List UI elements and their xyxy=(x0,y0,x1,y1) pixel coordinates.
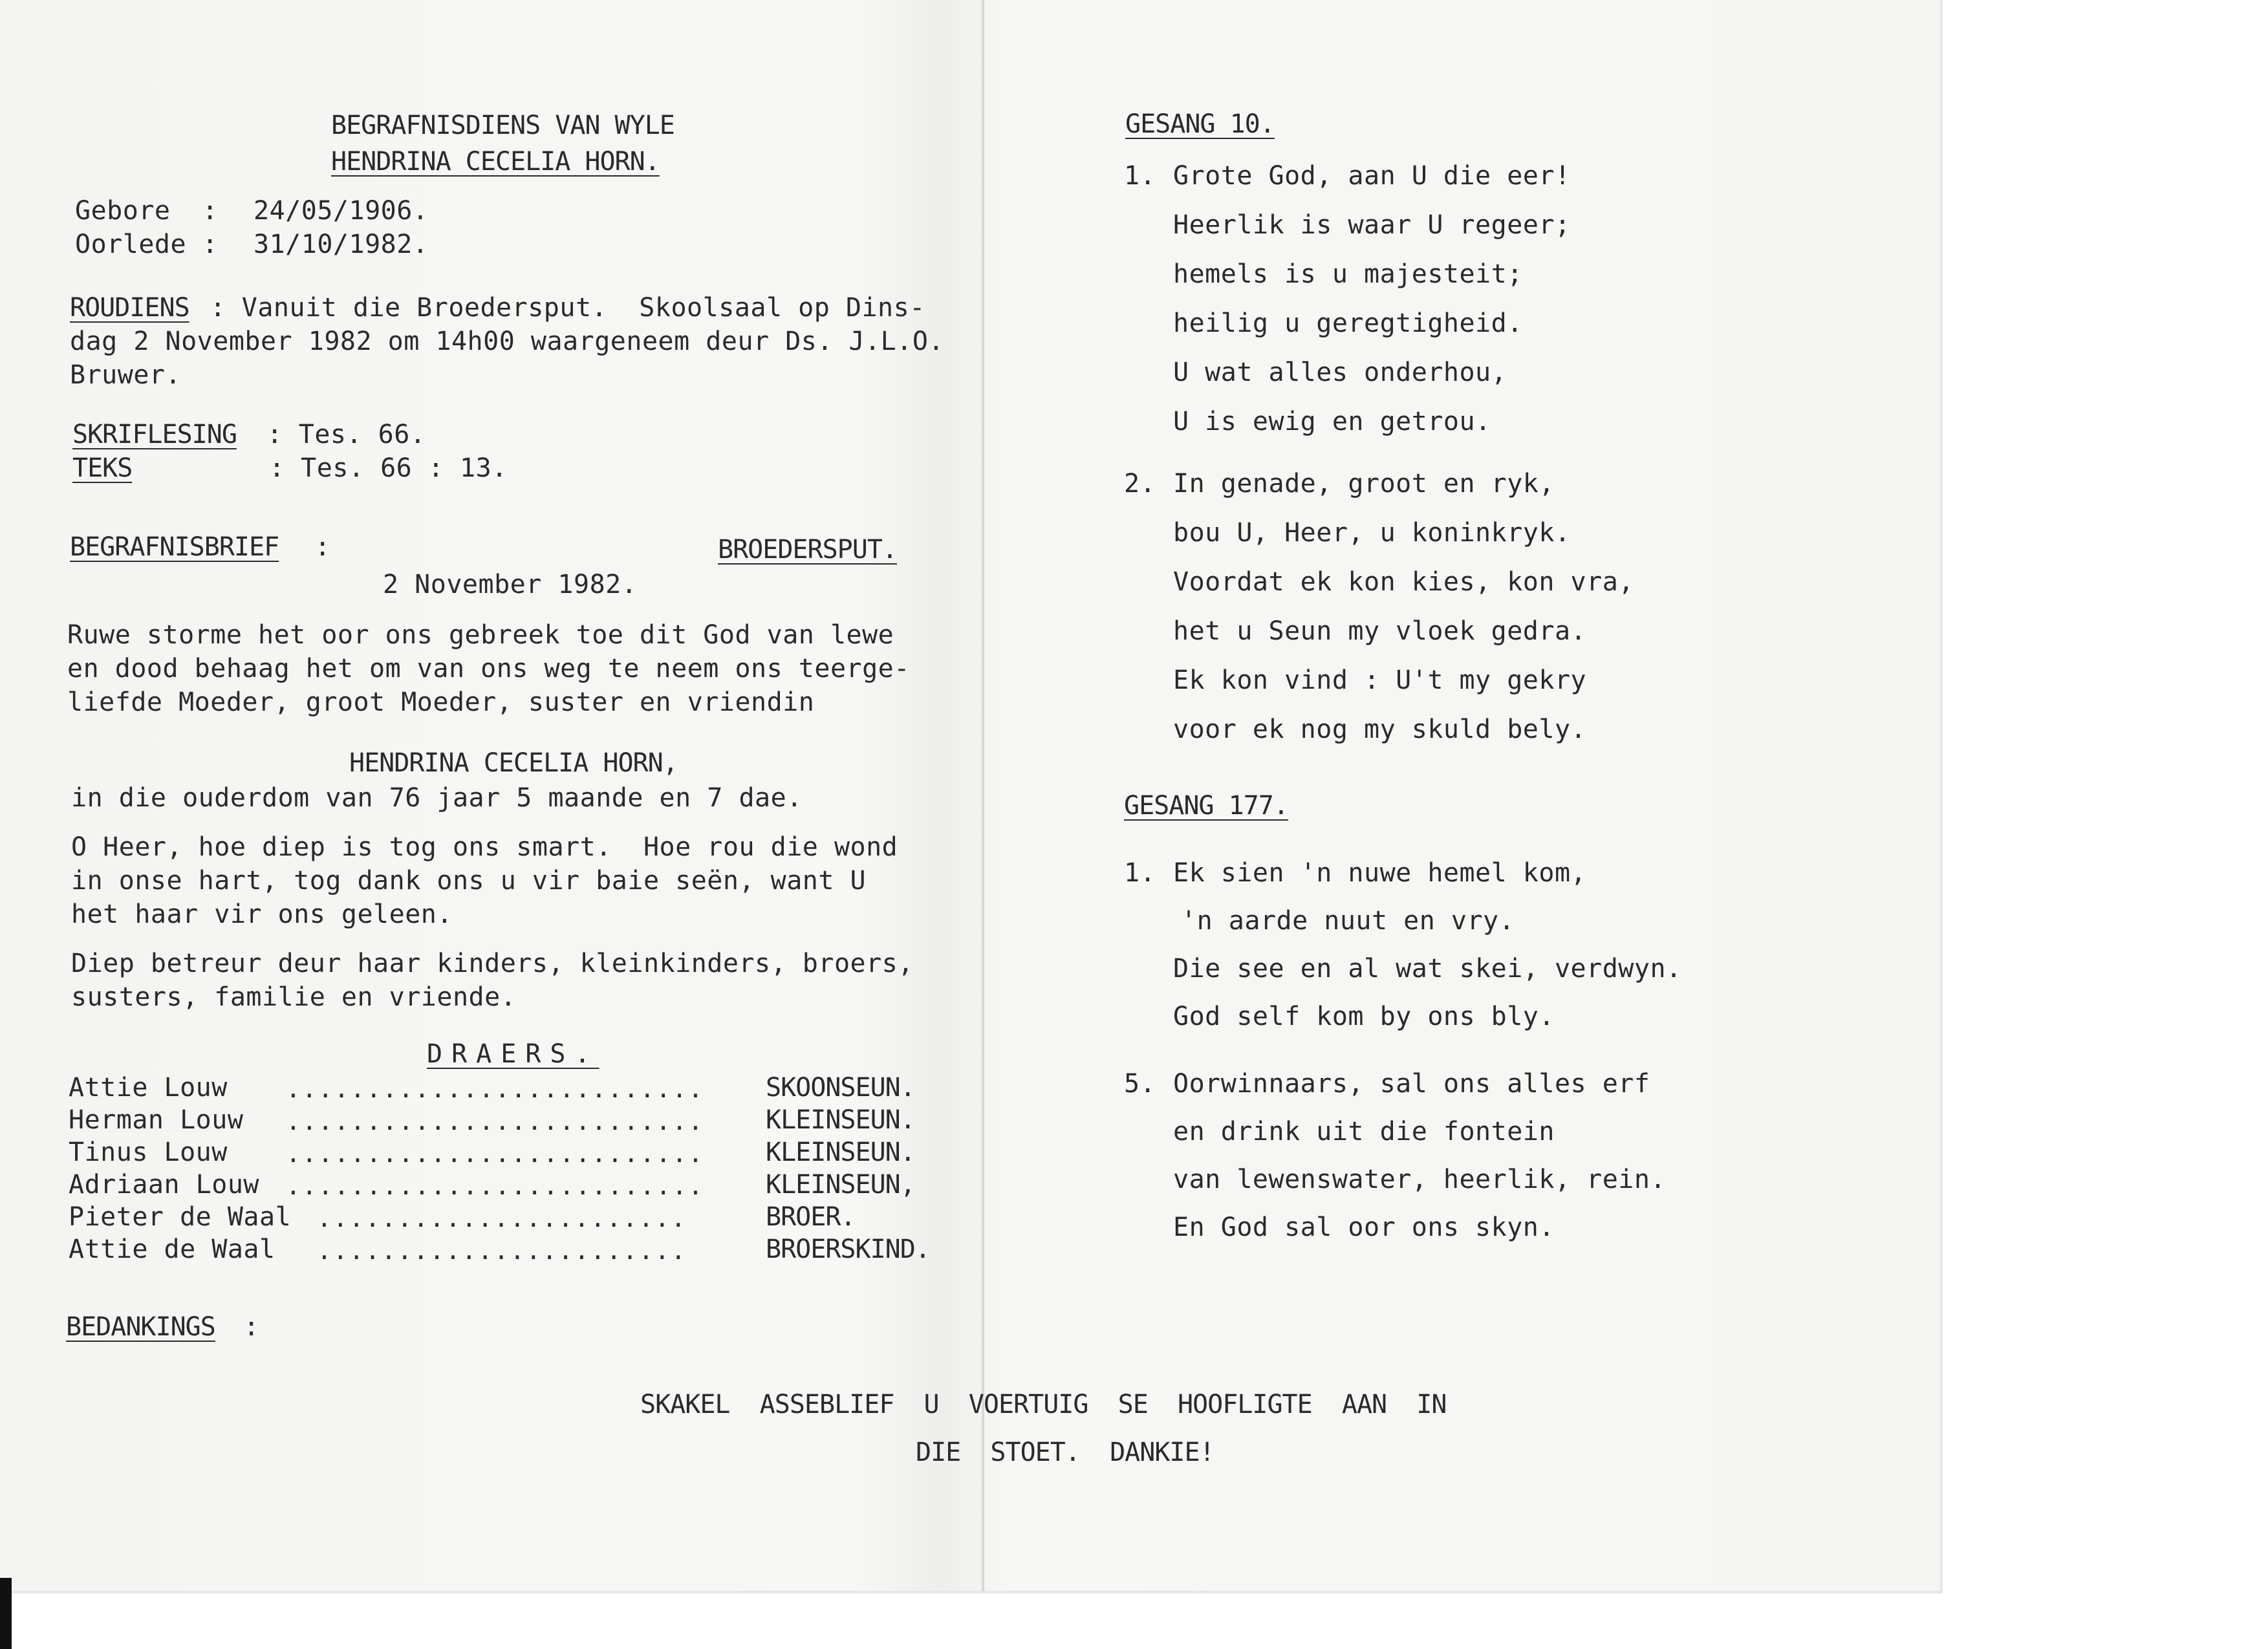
born-label: Gebore : xyxy=(75,196,219,226)
hymn-line: van lewenswater, heerlik, rein. xyxy=(1173,1165,1667,1194)
reading-value: : Tes. 66. xyxy=(251,420,426,449)
deceased-name: HENDRINA CECELIA HORN, xyxy=(349,748,678,778)
bearer-leader: ....................... xyxy=(317,1236,687,1265)
footer-line-2: DIE STOET. DANKIE! xyxy=(916,1438,1215,1467)
died-date: 31/10/1982. xyxy=(254,230,429,259)
bearer-relation: BROERSKIND. xyxy=(766,1234,930,1264)
verse-number: 5. xyxy=(1124,1069,1156,1099)
hymn-line: God self kom by ons bly. xyxy=(1173,1002,1555,1031)
bearer-leader: .......................... xyxy=(286,1075,704,1103)
hymn-line: Die see en al wat skei, verdwyn. xyxy=(1173,954,1682,984)
bearer-relation: BROER. xyxy=(766,1202,856,1232)
service-line-1: : Vanuit die Broedersput. Skoolsaal op Dins- xyxy=(194,293,925,323)
bearer-name: Pieter de Waal xyxy=(69,1202,292,1232)
hymn-line: en drink uit die fontein xyxy=(1173,1117,1555,1147)
hymn-line: Grote God, aan U die eer! xyxy=(1173,161,1571,191)
verse-number: 1. xyxy=(1124,161,1156,191)
bearer-leader: .......................... xyxy=(286,1107,704,1136)
letter-para1-line: en dood behaag het om van ons weg te neem ons teerge- xyxy=(67,654,910,684)
letter-para2-line: in onse hart, tog dank ons u vir baie seën, want U xyxy=(71,866,867,896)
deceased-age: in die ouderdom van 76 jaar 5 maande en 7 dae. xyxy=(71,783,803,813)
title-line-2: HENDRINA CECELIA HORN. xyxy=(331,147,660,177)
bearer-leader: ....................... xyxy=(317,1204,687,1233)
bearer-leader: .......................... xyxy=(286,1172,704,1200)
thanks-label: BEDANKINGS xyxy=(66,1312,215,1342)
reading-label: SKRIFLESING xyxy=(72,420,237,449)
letter-para3-line: Diep betreur deur haar kinders, kleinkinders, broers, xyxy=(71,949,914,978)
letter-para2-line: O Heer, hoe diep is tog ons smart. Hoe rou die wond xyxy=(71,832,898,862)
bearer-leader: .......................... xyxy=(286,1139,704,1168)
letter-para1-line: liefde Moeder, groot Moeder, suster en vriendin xyxy=(67,687,815,717)
bearer-relation: KLEINSEUN. xyxy=(766,1137,915,1167)
service-line-3: Bruwer. xyxy=(70,360,182,390)
bearer-name: Tinus Louw xyxy=(69,1137,228,1167)
paper-edge xyxy=(0,1591,1943,1593)
verse-number: 1. xyxy=(1124,858,1156,888)
bearer-name: Attie de Waal xyxy=(69,1234,275,1264)
hymn-line: 'n aarde nuut en vry. xyxy=(1181,906,1515,936)
hymn-line: heilig u geregtigheid. xyxy=(1173,308,1523,338)
thanks-colon: : xyxy=(228,1312,260,1342)
bearer-relation: KLEINSEUN, xyxy=(766,1170,915,1200)
fold-line xyxy=(982,0,984,1591)
hymn-line: Ek sien 'n nuwe hemel kom, xyxy=(1173,858,1587,888)
letter-label-colon: : xyxy=(299,532,331,562)
letter-date: 2 November 1982. xyxy=(383,570,638,599)
hymn-line: voor ek nog my skuld bely. xyxy=(1173,715,1587,744)
hymn-line: Ek kon vind : U't my gekry xyxy=(1173,665,1587,695)
bearer-relation: SKOONSEUN. xyxy=(766,1073,915,1103)
bearers-title: DRAERS. xyxy=(427,1039,599,1069)
hymn-line: U wat alles onderhou, xyxy=(1173,358,1507,387)
service-line-2: dag 2 November 1982 om 14h00 waargeneem deur Ds. J.L.O. xyxy=(70,327,945,356)
hymn-line: En God sal oor ons skyn. xyxy=(1173,1212,1555,1242)
hymn-title: GESANG 10. xyxy=(1125,109,1275,139)
hymn-line: het u Seun my vloek gedra. xyxy=(1173,616,1587,646)
bearer-name: Attie Louw xyxy=(69,1073,228,1103)
hymn-line: U is ewig en getrou. xyxy=(1173,407,1491,436)
letter-para2-line: het haar vir ons geleen. xyxy=(71,900,453,929)
hymn-line: bou U, Heer, u koninkryk. xyxy=(1173,518,1571,548)
letter-para1-line: Ruwe storme het oor ons gebreek toe dit God van lewe xyxy=(67,620,894,650)
letter-label: BEGRAFNISBRIEF xyxy=(70,532,279,562)
bearer-name: Adriaan Louw xyxy=(69,1170,259,1200)
paper-edge xyxy=(1940,0,1943,1591)
hymn-title: GESANG 177. xyxy=(1124,791,1288,821)
hymn-line: hemels is u majesteit; xyxy=(1173,259,1523,289)
scan-shadow xyxy=(0,1578,12,1649)
died-label: Oorlede : xyxy=(75,230,219,259)
hymn-line: In genade, groot en ryk, xyxy=(1173,469,1555,499)
verse-number: 2. xyxy=(1124,469,1156,499)
born-date: 24/05/1906. xyxy=(254,196,429,226)
title-line-1: BEGRAFNISDIENS VAN WYLE xyxy=(331,111,675,140)
text-label: TEKS xyxy=(72,453,133,483)
bearer-name: Herman Louw xyxy=(69,1105,244,1135)
hymn-line: Voordat ek kon kies, kon vra, xyxy=(1173,567,1634,597)
footer-line-1: SKAKEL ASSEBLIEF U VOERTUIG SE HOOFLIGTE AAN IN xyxy=(640,1390,1447,1419)
letter-place: BROEDERSPUT. xyxy=(718,535,897,565)
service-label: ROUDIENS xyxy=(70,293,189,323)
hymn-line: Oorwinnaars, sal ons alles erf xyxy=(1173,1069,1650,1099)
text-value: : Tes. 66 : 13. xyxy=(269,453,508,483)
letter-para3-line: susters, familie en vriende. xyxy=(71,982,517,1012)
hymn-line: Heerlik is waar U regeer; xyxy=(1173,210,1571,240)
bearer-relation: KLEINSEUN. xyxy=(766,1105,915,1135)
